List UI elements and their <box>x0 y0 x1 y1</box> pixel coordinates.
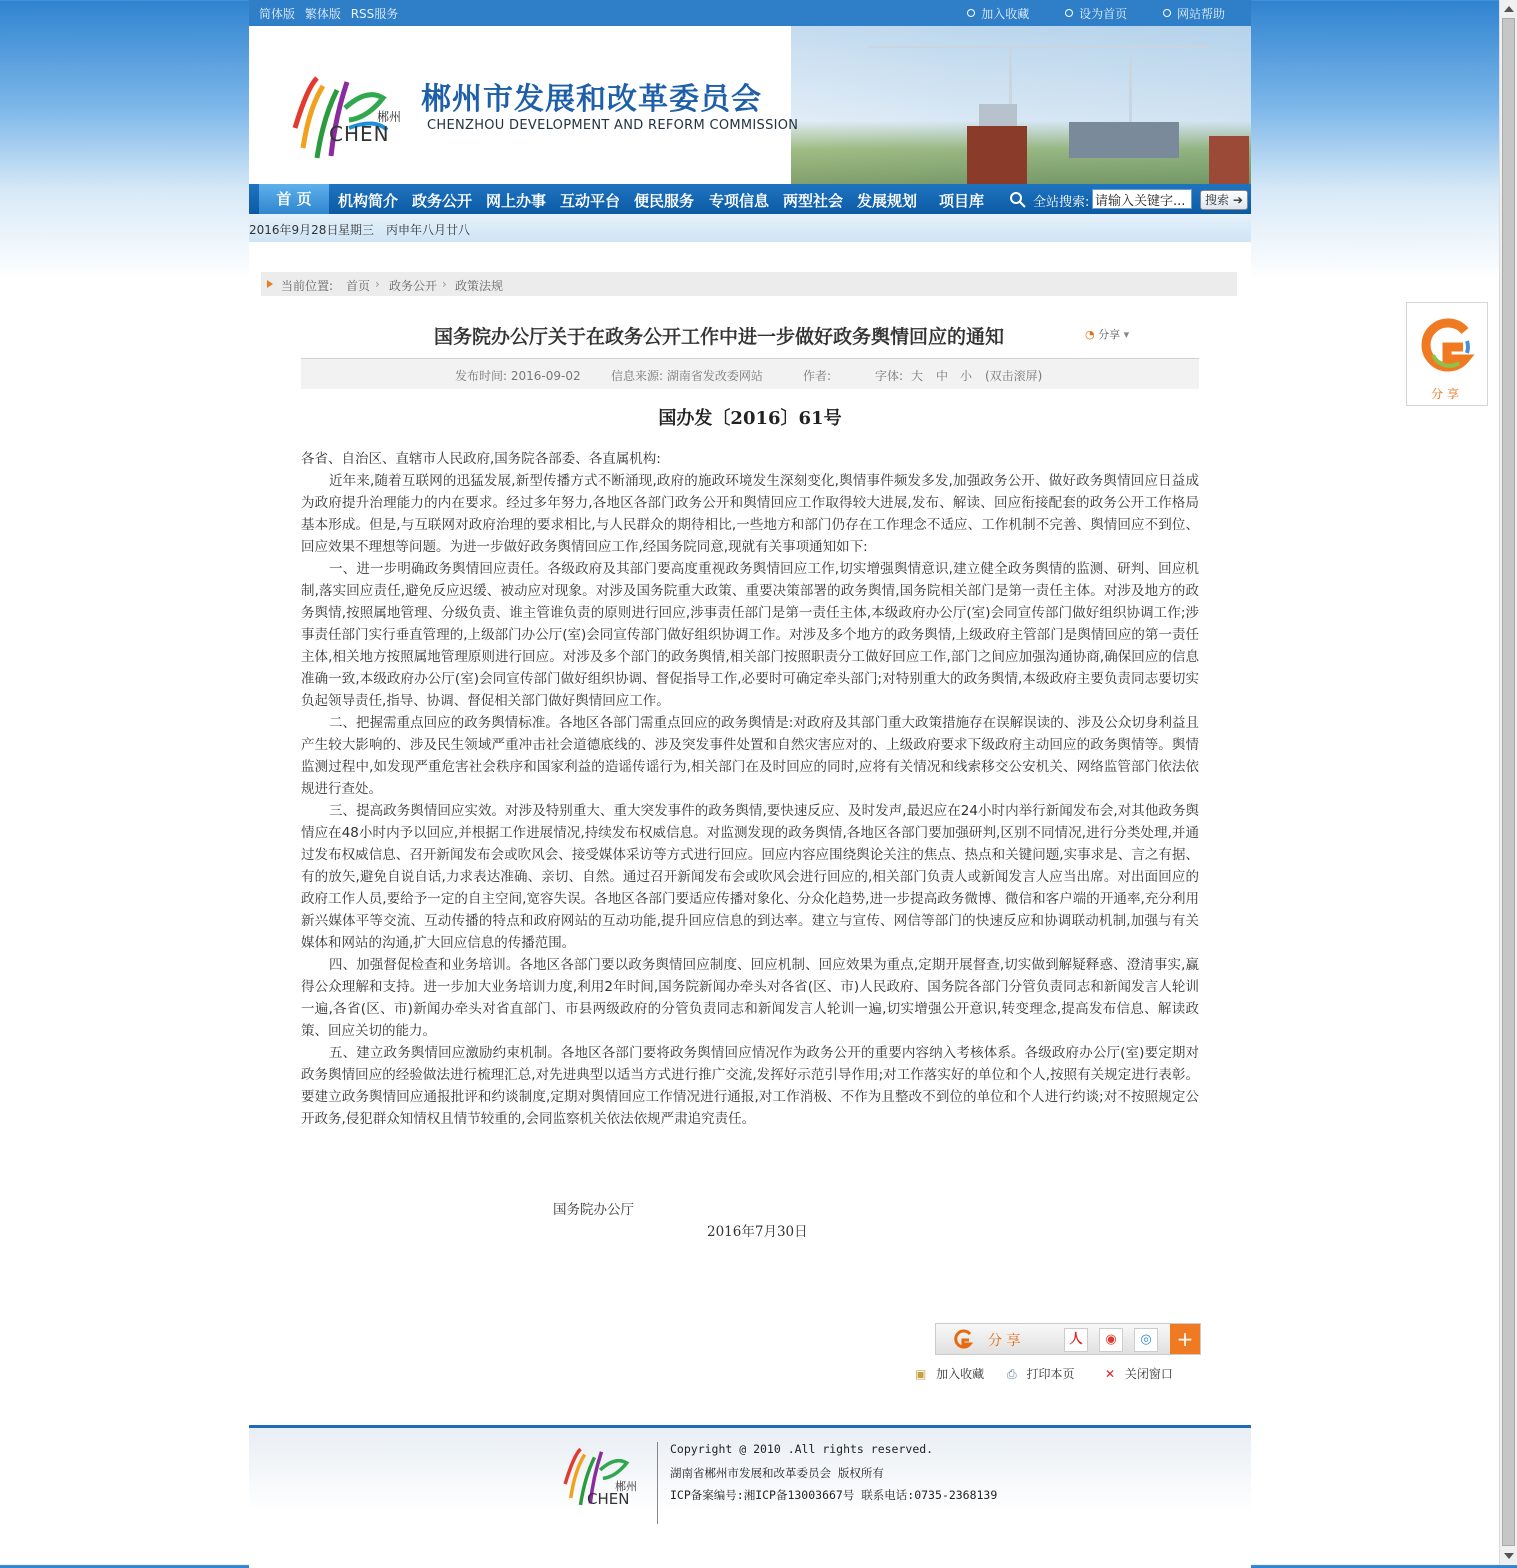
building-decoration <box>1069 122 1179 158</box>
nav-item-interaction[interactable]: 互动平台 <box>560 192 621 210</box>
traditional-link[interactable]: 繁体版 <box>304 7 341 21</box>
crane-decoration <box>869 46 1209 48</box>
lunar-date: 丙申年八月廿八 <box>386 223 471 237</box>
font-size-small[interactable]: 小 <box>960 369 973 383</box>
circle-icon <box>1065 9 1073 17</box>
article-body <box>301 448 1199 1130</box>
footer <box>249 1425 1251 1568</box>
vertical-scrollbar[interactable] <box>1499 0 1517 1565</box>
nav-item-online-services[interactable]: 网上办事 <box>486 192 547 210</box>
copyright: Copyright @ 2010 .All rights reserved. <box>670 1442 934 1456</box>
weibo-share-icon[interactable]: ◉ <box>1099 1328 1123 1352</box>
paragraph: 五、建立政务舆情回应激励约束机制。各地区各部门要将政务舆情回应情况作为政务公开的重要内容纳入考核体系。各级政府办公厅(室)要定期对政务舆情回应的经验做法进行梳理汇总,对先进典型以适当方式进行推广交流,发挥好示范引导作用;对工作落实好的单位和个人,按照有关规定进行表彰。要建立政务舆情回应通报批评和约谈制度,定期对舆情回应工作情况进行通报,对工作消极、不作为且整改不到位的单位和个人进行约谈;对不按照规定公开政务,侵犯群众知情权且情节较重的,会同监察机关依法依规严肃追究责任。 <box>301 1045 1199 1127</box>
search-input[interactable] <box>1092 189 1192 209</box>
header-banner <box>249 26 1251 184</box>
building-decoration <box>979 104 1017 126</box>
close-window-label: 关闭窗口 <box>1124 1367 1173 1381</box>
scroll-up-icon[interactable] <box>1504 6 1514 12</box>
font-size-large[interactable]: 大 <box>911 369 924 383</box>
main-nav <box>249 184 1251 214</box>
share-bar <box>935 1323 1201 1355</box>
site-title-en: CHENZHOU DEVELOPMENT AND REFORM COMMISSION <box>427 118 799 133</box>
paragraph: 二、把握需重点回应的政务舆情标准。各地区各部门需重点回应的政务舆情是:对政府及其部门重大政策措施存在误解误读的、涉及公众切身利益且产生较大影响的、涉及民生领域严重冲击社会道德底线的、涉及突发事件处置和自然灾害应对的、上级政府要求下级政府主动回应的政务舆情等。舆情监测过程中,如发现严重危害社会秩序和国家利益的造谣传谣行为,相关部门在及时回应的同时,应将有关情况和线索移交公安机关、网络监管部门依法依规进行查处。 <box>301 715 1199 797</box>
add-favorite-label: 加入收藏 <box>981 7 1030 21</box>
print-button[interactable] <box>1007 1365 1074 1382</box>
circle-icon <box>967 9 975 17</box>
building-decoration <box>967 126 1027 184</box>
paragraph: 三、提高政务舆情回应实效。对涉及特别重大、重大突发事件的政务舆情,要快速反应、及时发声,最迟应在24小时内举行新闻发布会,对其他政务舆情应在48小时内予以回应,并根据工作进展情况,持续发布权威信息。对监测发现的政务舆情,各地区各部门要加强研判,区别不同情况,进行分类处理,并通过发布权威信息、召开新闻发布会或吹风会、接受媒体采访等方式进行回应。回应内容应围绕舆论关注的焦点、热点和关键问题,实事求是、言之有据、有的放矢,避免自说自话,力求表达准确、亲切、自然。通过召开新闻发布会或吹风会进行回应的,相关部门负责人或新闻发言人应当出席。对出面回应的政府工作人员,要给予一定的自主空间,宽容失误。各地区各部门要适应传播对象化、分众化趋势,进一步提高政务微博、微信和客户端的开通率,充分利用新兴媒体平等交流、互动传播的特点和政府网站的互动功能,提升回应信息的到达率。建立与宣传、网信等部门的快速反应和协调联动机制,加强与有关媒体和网站的沟通,扩大回应信息的传播范围。 <box>301 803 1199 951</box>
search-label: 全站搜索: <box>1033 195 1090 210</box>
scroll-down-icon[interactable] <box>1504 1553 1514 1559</box>
add-favorite-label: 加入收藏 <box>936 1367 985 1381</box>
share-icon: ◔ <box>1085 328 1095 341</box>
paragraph: 近年来,随着互联网的迅猛发展,新型传播方式不断涌现,政府的施政环境发生深刻变化,舆情事件频发多发,加强政务公开、做好政务舆情回应日益成为政府提升治理能力的内在要求。经过多年努力,各地区各部门政务公开和舆情回应工作取得较大进展,发布、解读、回应衔接配套的政务公开工作格局基本形成。但是,与互联网对政府治理的要求相比,与人民群众的期待相比,一些地方和部门仍存在工作理念不适应、工作机制不完善、舆情回应不到位、回应效果不理想等问题。为进一步做好政务舆情回应工作,经国务院同意,现就有关事项通知如下: <box>301 473 1199 555</box>
nav-item-planning[interactable]: 发展规划 <box>857 192 918 210</box>
info-source: 信息来源: 湖南省发改委网站 <box>611 369 763 383</box>
breadcrumb-policy[interactable]: 政策法规 <box>455 279 504 293</box>
date-bar <box>249 214 1251 242</box>
site-help-link[interactable] <box>1163 7 1225 21</box>
footer-divider <box>657 1442 658 1524</box>
print-label: 打印本页 <box>1026 1367 1075 1381</box>
breadcrumb-label: 当前位置: <box>281 279 334 293</box>
nav-item-public-services[interactable]: 便民服务 <box>634 192 695 210</box>
nav-item-two-type-society[interactable]: 两型社会 <box>783 192 844 210</box>
font-size-label: 字体: <box>875 369 904 383</box>
paragraph: 一、进一步明确政务舆情回应责任。各级政府及其部门要高度重视政务舆情回应工作,切实增强舆情意识,建立健全政务舆情的监测、研判、回应机制,落实回应责任,避免反应迟缓、被动应对现象。对涉及国务院重大政策、重要决策部署的政务舆情,国务院相关部门是第一责任主体。对涉及地方的政务舆情,按照属地管理、分级负责、谁主管谁负责的原则进行回应,涉事责任部门是第一责任主体,本级政府办公厅(室)会同宣传部门做好组织协调工作;涉事责任部门实行垂直管理的,上级部门办公厅(室)会同宣传部门做好组织协调工作。对涉及多个地方的政务舆情,上级政府主管部门是舆情回应的第一责任主体,相关地方按照属地管理原则进行回应。对涉及多个部门的政务舆情,相关部门按照职责分工做好回应工作,部门之间应加强沟通协商,确保回应的信息准确一致,本级政府办公厅(室)会同宣传部门做好组织协调、督促指导工作,必要时可确定牵头部门;对特别重大的政务舆情,本级政府主要负责同志要切实负起领导责任,指导、协调、督促相关部门做好舆情回应工作。 <box>301 561 1199 709</box>
search-button[interactable]: 搜索 ➔ <box>1200 190 1248 210</box>
renren-share-icon[interactable]: 人 <box>1064 1328 1088 1352</box>
chevron-right-icon: › <box>375 277 380 291</box>
share-bar-label: 分 享 <box>988 1333 1021 1349</box>
close-icon: ✕ <box>1105 1367 1116 1381</box>
site-help-label: 网站帮助 <box>1176 7 1225 21</box>
nav-item-gov-affairs[interactable]: 政务公开 <box>412 192 473 210</box>
share-label: 分享 <box>1098 328 1121 341</box>
floating-share-label: 分享 <box>1430 387 1463 401</box>
share-logo-icon <box>1419 311 1475 377</box>
add-favorite-link[interactable] <box>967 7 1029 21</box>
signer: 国务院办公厅 <box>553 1202 634 1218</box>
search-icon <box>1009 191 1027 209</box>
floating-share-button[interactable] <box>1406 302 1488 406</box>
add-favorite-button[interactable] <box>915 1365 984 1382</box>
chevron-right-icon: › <box>442 277 447 291</box>
logo-text-en: CHEN <box>329 122 390 146</box>
site-owner: 湖南省郴州市发展和改革委员会 版权所有 <box>670 1466 884 1480</box>
author: 作者: <box>803 369 832 383</box>
search-button-label: 搜索 <box>1205 193 1230 207</box>
site-title: 郴州市发展和改革委员会 <box>421 82 762 117</box>
share-logo-icon <box>952 1328 974 1350</box>
document-number: 国办发〔2016〕61号 <box>658 408 842 429</box>
close-window-button[interactable] <box>1105 1365 1173 1382</box>
top-utility-bar <box>249 0 1251 26</box>
current-weekday: 星期三 <box>338 223 375 237</box>
article-title: 国务院办公厅关于在政务公开工作中进一步做好政务舆情回应的通知 <box>434 326 1005 348</box>
salutation: 各省、自治区、直辖市人民政府,国务院各部委、各直属机构: <box>301 451 661 467</box>
breadcrumb <box>261 272 1237 296</box>
nav-item-special-info[interactable]: 专项信息 <box>709 192 770 210</box>
footer-logo-text-cn: 郴州 <box>615 1480 637 1493</box>
breadcrumb-home[interactable]: 首页 <box>346 279 371 293</box>
footer-logo-text-en: CHEN <box>587 1490 630 1508</box>
simplified-link[interactable]: 简体版 <box>259 7 296 21</box>
scrollbar-thumb[interactable] <box>1502 18 1515 1546</box>
publish-date: 发布时间: 2016-09-02 <box>455 369 581 383</box>
sign-date: 2016年7月30日 <box>707 1224 808 1240</box>
double-click-scroll: (双击滚屏) <box>985 369 1043 383</box>
tencent-share-icon[interactable]: ◎ <box>1134 1328 1158 1352</box>
nav-item-projects[interactable]: 项目库 <box>939 192 985 210</box>
chevron-down-icon: ▾ <box>1123 328 1130 341</box>
current-date: 2016年9月28日 <box>249 223 339 237</box>
share-button-small[interactable] <box>1085 326 1129 342</box>
folder-icon: ▣ <box>915 1367 927 1381</box>
font-size-medium[interactable]: 中 <box>936 369 949 383</box>
page-container <box>249 0 1251 1565</box>
printer-icon: ⎙ <box>1007 1367 1017 1381</box>
building-decoration <box>1209 136 1249 184</box>
circle-icon <box>1163 9 1171 17</box>
plus-icon[interactable]: + <box>1170 1324 1200 1354</box>
paragraph: 四、加强督促检查和业务培训。各地区各部门要以政务舆情回应制度、回应机制、回应效果为重点,定期开展督查,切实做到解疑释惑、澄清事实,赢得公众理解和支持。进一步加大业务培训力度,利用2年时间,国务院新闻办牵头对各省(区、市)人民政府、国务院各部门分管负责同志和新闻发言人轮训一遍,各省(区、市)新闻办牵头对省直部门、市县两级政府的分管负责同志和新闻发言人轮训一遍,切实增强公开意识,转变理念,提高发布信息、解读政策、回应关切的能力。 <box>301 957 1199 1039</box>
breadcrumb-gov-affairs[interactable]: 政务公开 <box>389 279 438 293</box>
set-homepage-label: 设为首页 <box>1079 7 1128 21</box>
nav-item-home[interactable]: 首 页 <box>259 184 329 214</box>
nav-item-about[interactable]: 机构简介 <box>338 192 399 210</box>
icp-contact: ICP备案编号:湘ICP备13003667号 联系电话:0735-2368139 <box>670 1488 998 1502</box>
rss-link[interactable]: RSS服务 <box>350 7 399 21</box>
logo-text-cn: 郴州 <box>377 110 402 124</box>
article-meta <box>301 358 1199 389</box>
set-homepage-link[interactable] <box>1065 7 1127 21</box>
arrow-right-icon <box>267 280 273 288</box>
